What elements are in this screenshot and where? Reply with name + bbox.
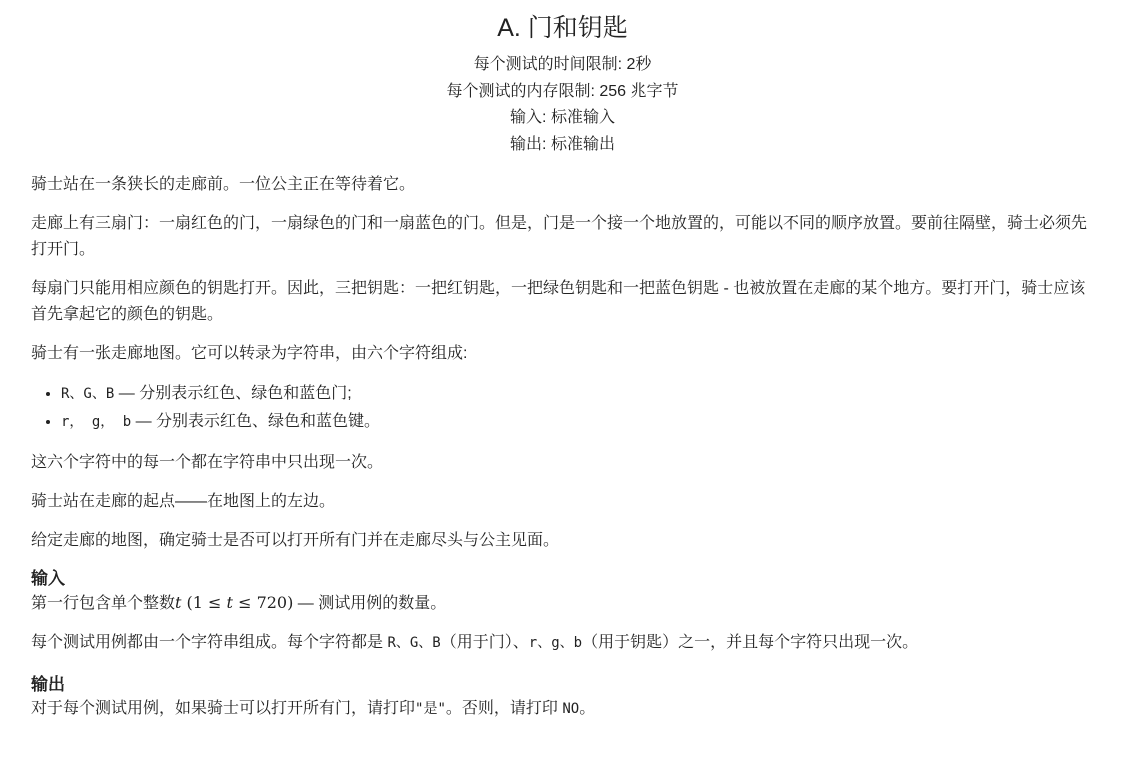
input-text: 第一行包含单个整数 [31, 595, 176, 612]
math-constraint-close: ≤ 720) [232, 593, 294, 612]
statement-paragraph: 骑士站在一条狭长的走廊前。一位公主正在等待着它。 [31, 176, 416, 193]
math-variable: t [175, 593, 182, 612]
math-constraint-open: (1 ≤ [181, 593, 227, 612]
input-text: （用于钥匙）之一，并且每个字符只出现一次。 [582, 634, 919, 651]
problem-statement [31, 172, 1101, 735]
output-file: 输出: 标准输出 [510, 135, 615, 153]
statement-paragraph: 骑士站在走廊的起点——在地图上的左边。 [31, 493, 336, 510]
keys-code: r、g、b [528, 635, 583, 651]
memory-limit: 每个测试的内存限制: 256 兆字节 [446, 82, 679, 100]
input-section-title: 输入 [31, 569, 65, 588]
problem-title: A. 门和钥匙 [497, 14, 628, 42]
doors-code: R、G、B [387, 635, 441, 651]
input-file: 输入: 标准输入 [510, 109, 615, 126]
statement-paragraph: 给定走廊的地图，确定骑士是否可以打开所有门并在走廊尽头与公主见面。 [31, 532, 560, 549]
time-limit: 每个测试的时间限制: 2秒 [473, 56, 652, 73]
math-variable: t [226, 593, 233, 612]
problem-header [0, 0, 1125, 158]
list-item-text: — 分别表示红色、绿色和蓝色键。 [131, 413, 381, 430]
statement-paragraph: 这六个字符中的每一个都在字符串中只出现一次。 [31, 454, 384, 471]
list-item [61, 380, 1101, 408]
input-line-1 [31, 590, 1101, 617]
input-line-2 [31, 630, 1101, 656]
symbol-list [31, 380, 1101, 436]
no-code: NO [562, 701, 580, 717]
output-line [31, 696, 1101, 722]
output-text: 对于每个测试用例，如果骑士可以打开所有门，请打印 [31, 700, 416, 717]
input-text: （用于门）、 [440, 634, 529, 651]
statement-paragraph: 每扇门只能用相应颜色的钥匙打开。因此，三把钥匙：一把红钥匙，一把绿色钥匙和一把蓝色钥匙 - 也被放置在走廊的某个地方。要打开门，骑士应该首先拿起它的颜色的钥匙。 [31, 280, 1086, 323]
output-text: 。否则，请打印 [445, 700, 563, 717]
list-item [61, 408, 1101, 436]
statement-paragraph: 走廊上有三扇门：一扇红色的门，一扇绿色的门和一扇蓝色的门。但是，门是一个接一个地放置的，可能以不同的顺序放置。要前往隔壁，骑士必须先打开门。 [31, 215, 1088, 258]
list-item-text: — 分别表示红色、绿色和蓝色门; [114, 385, 352, 402]
statement-paragraph: 骑士有一张走廊地图。它可以转录为字符串，由六个字符组成: [31, 345, 468, 362]
input-text: 每个测试用例都由一个字符串组成。每个字符都是 [31, 634, 388, 651]
output-section-title: 输出 [31, 675, 65, 694]
keys-code: r， g， b [61, 414, 132, 430]
input-text: — 测试用例的数量。 [293, 595, 447, 612]
output-text: 。 [579, 700, 596, 717]
yes-code: "是" [415, 701, 446, 717]
doors-code: R、G、B [61, 386, 115, 402]
